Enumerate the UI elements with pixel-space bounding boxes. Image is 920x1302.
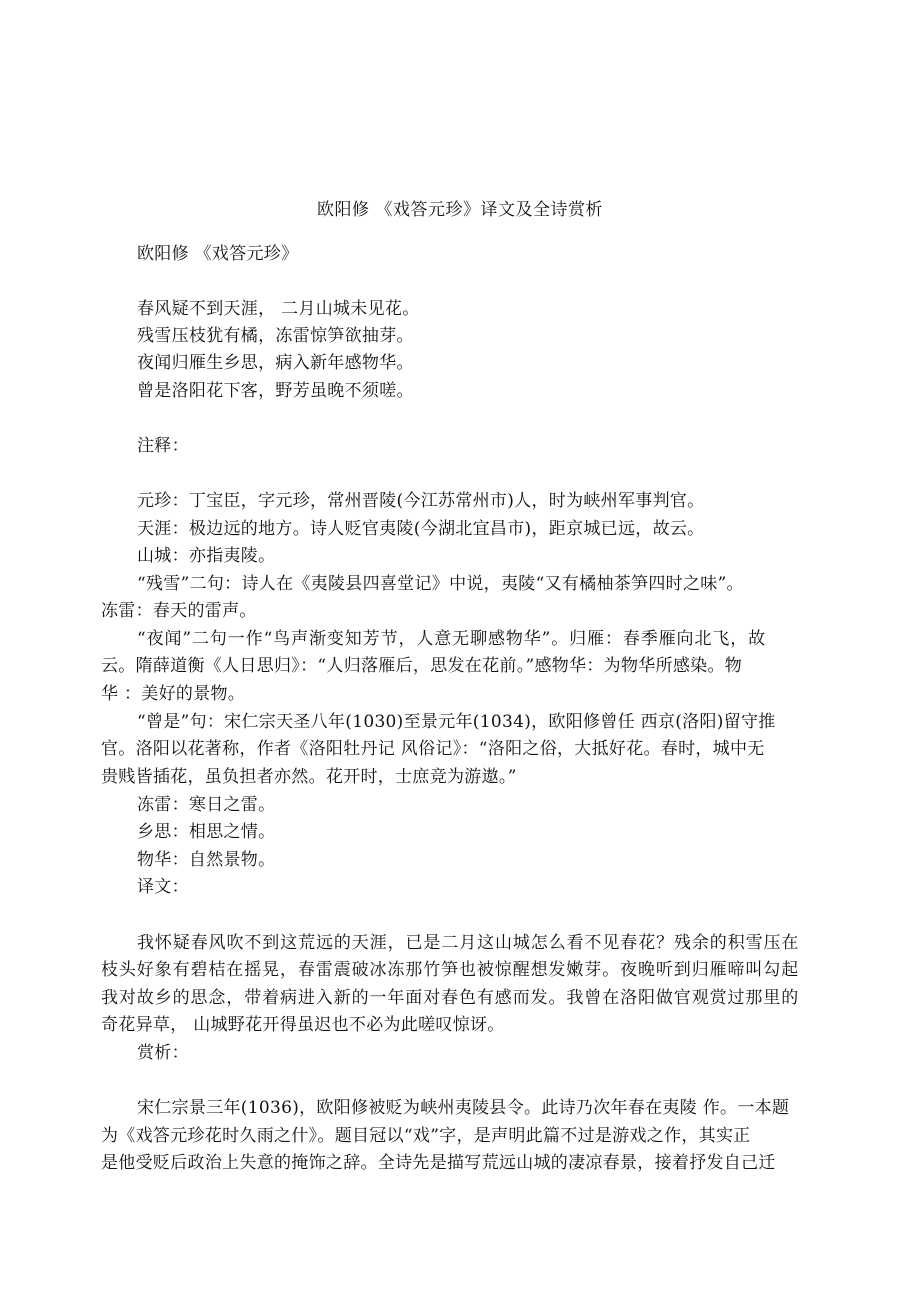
- note-line: 贵贱皆插花，虽负担者亦然。花开时，士庶竞为游遨。”: [101, 767, 517, 787]
- note-line: 天涯：极边远的地方。诗人贬官夷陵(今湖北宜昌市)，距京城已远，故云。: [137, 519, 705, 539]
- note-line: 乡思：相思之情。: [137, 822, 276, 842]
- note-line: “夜闻”二句一作“鸟声渐变知芳节，人意无聊感物华”。归雁：春季雁向北飞，故: [137, 629, 767, 649]
- poem-line: 曾是洛阳花下客，野芳虽晚不须嗟。: [137, 381, 414, 401]
- translation-line: 我对故乡的思念，带着病进入新的一年面对春色有感而发。我曾在洛阳做官观赏过那里的: [101, 988, 800, 1008]
- note-line: 云。隋薛道衡《人日思归》：“人归落雁后，思发在花前。”感物华：为物华所感染。物: [101, 656, 743, 676]
- poem-line: 残雪压枝犹有橘，冻雷惊笋欲抽芽。: [137, 326, 414, 346]
- appreciation-line: 为《戏答元珍花时久雨之什》。题目冠以“戏”字，是声明此篇不过是游戏之作，其实正: [101, 1126, 751, 1146]
- appreciation-line: 宋仁宗景三年(1036)，欧阳修被贬为峡州夷陵县令。此诗乃次年春在夷陵 作。一本题: [137, 1098, 790, 1118]
- poem-author-title: 欧阳修 《戏答元珍》: [137, 244, 299, 264]
- note-line: 官。洛阳以花著称，作者《洛阳牡丹记 风俗记》：“洛阳之俗，大抵好花。春时，城中无: [101, 739, 765, 759]
- note-line: “残雪”二句：诗人在《夷陵县四喜堂记》中说，夷陵“又有橘柚茶笋四时之味”。: [137, 574, 744, 594]
- note-line: 元珍：丁宝臣，字元珍，常州晋陵(今江苏常州市)人，时为峡州军事判官。: [137, 491, 705, 511]
- note-line: 华 ：美好的景物。: [101, 684, 246, 704]
- note-line: 山城：亦指夷陵。: [137, 546, 276, 566]
- appreciation-line: 是他受贬后政治上失意的掩饰之辞。全诗先是描写荒远山城的凄凉春景，接着抒发自己迁: [101, 1153, 776, 1173]
- translation-line: 枝头好象有碧桔在摇晃，春雷震破冰冻那竹笋也被惊醒想发嫩芽。夜晚听到归雁啼叫勾起: [101, 960, 800, 980]
- translation-line: 我怀疑春风吹不到这荒远的天涯，已是二月这山城怎么看不见春花？残余的积雪压在: [137, 933, 800, 953]
- note-line: 物华：自然景物。: [137, 850, 276, 870]
- note-line: 冻雷：春天的雷声。: [101, 601, 257, 621]
- note-line: “曾是”句：宋仁宗天圣八年(1030)至景元年(1034)，欧阳修曾任 西京(洛阳)留守推: [137, 712, 776, 732]
- appreciation-heading: 赏析：: [137, 1043, 189, 1063]
- translation-heading: 译文：: [137, 877, 189, 897]
- poem-line: 春风疑不到天涯， 二月山城未见花。: [137, 299, 420, 319]
- poem-line: 夜闻归雁生乡思，病入新年感物华。: [137, 353, 414, 373]
- note-line: 冻雷：寒日之雷。: [137, 795, 276, 815]
- notes-heading: 注释：: [137, 436, 189, 456]
- translation-line: 奇花异草， 山城野花开得虽迟也不必为此嗟叹惊讶。: [101, 1015, 505, 1035]
- document-title: 欧阳修 《戏答元珍》译文及全诗赏析: [317, 200, 603, 220]
